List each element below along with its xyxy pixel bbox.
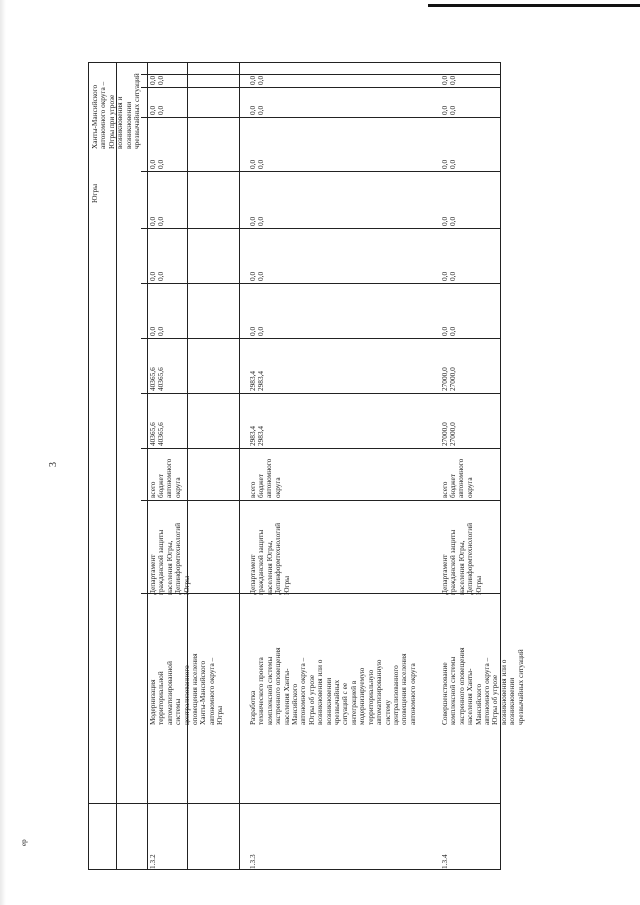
row2-executor: Департамент гражданской защиты населения Югры, Депинформтехнологий Югры — [248, 522, 291, 595]
row3-val-0b: 27000,0 — [448, 422, 457, 446]
row0-name: Ханты-Мансийского автономного округа – Югры при угрозе возникновения и возникновении чрезвычайных ситуаций — [90, 73, 142, 149]
row2-source-budget: бюджет автономного округа — [256, 458, 282, 498]
row2-val-0a: 2983,4 — [248, 425, 257, 446]
row2-source-total: всего — [248, 481, 257, 498]
row-divider — [141, 338, 501, 339]
row1-val-4a: 0,0 — [148, 216, 157, 226]
row3-val-7b: 0,0 — [448, 75, 457, 85]
row3-val-6a: 0,0 — [440, 105, 449, 115]
row1-val-5b: 0,0 — [156, 159, 165, 169]
row1-val-0a: 40365,6 — [148, 422, 157, 446]
row-divider — [141, 74, 501, 75]
scan-edge — [0, 0, 6, 905]
row2-val-1b: 2983,4 — [256, 370, 265, 391]
row1-source-budget: бюджет автономного округа — [156, 458, 182, 498]
row1-val-3b: 0,0 — [156, 271, 165, 281]
row-divider — [89, 803, 501, 804]
row2-val-4b: 0,0 — [256, 216, 265, 226]
row1-val-5a: 0,0 — [148, 159, 157, 169]
row1-source-total: всего — [148, 481, 157, 498]
row2-val-3b: 0,0 — [256, 271, 265, 281]
row3-val-2a: 0,0 — [440, 326, 449, 336]
row1-id: 1.3.2 — [148, 854, 157, 869]
row3-val-5b: 0,0 — [448, 159, 457, 169]
row1-executor: Департамент гражданской защиты населения Югры, Депинформтехнологий Югры — [148, 522, 191, 595]
row3-source-total: всего — [440, 481, 449, 498]
row2-val-6b: 0,0 — [256, 105, 265, 115]
row3-source-budget: бюджет автономного округа — [448, 458, 474, 498]
row3-val-1a: 27000,0 — [440, 367, 449, 391]
row1-val-6a: 0,0 — [148, 105, 157, 115]
row3-val-7a: 0,0 — [440, 75, 449, 85]
row0-executor: Югры — [90, 183, 99, 203]
row-divider — [141, 393, 501, 394]
top-rule — [428, 4, 640, 7]
row1-val-1b: 40365,6 — [156, 367, 165, 391]
row-divider — [141, 500, 501, 501]
row-divider — [141, 171, 501, 172]
row1-val-0b: 40365,6 — [156, 422, 165, 446]
row3-id: 1.3.4 — [440, 854, 449, 869]
row3-val-4a: 0,0 — [440, 216, 449, 226]
row-divider — [141, 87, 501, 88]
row-divider — [141, 228, 501, 229]
row3-val-3a: 0,0 — [440, 271, 449, 281]
row3-val-1b: 27000,0 — [448, 367, 457, 391]
row3-val-5a: 0,0 — [440, 159, 449, 169]
row1-val-2a: 0,0 — [148, 326, 157, 336]
row3-name: Совершенствование комплексной системы экстренного оповещения населения Ханты- Мансийского автономного округа – Югры об угрозе возникновения или о возникновении чрезвычайных ситуаций — [440, 647, 525, 725]
row2-val-2b: 0,0 — [256, 326, 265, 336]
row-divider — [141, 117, 501, 118]
row3-val-3b: 0,0 — [448, 271, 457, 281]
row2-name: Разработка технического проекта комплексной системы экстренного оповещения населения Ханты- Мансийского автономного округа – Югры об угрозе возникновения или о возникновении чрезвычайных ситуаций с ее интеграцией в модернизируемую территориальную автоматизированную систему централизованного оповещения населения автономного округа — [248, 647, 417, 725]
row-divider — [141, 448, 501, 449]
row2-val-3a: 0,0 — [248, 271, 257, 281]
row3-val-2b: 0,0 — [448, 326, 457, 336]
col-divider — [239, 63, 240, 869]
row2-val-7a: 0,0 — [248, 75, 257, 85]
row2-val-0b: 2983,4 — [256, 425, 265, 446]
row1-val-6b: 0,0 — [156, 105, 165, 115]
row2-id: 1.3.3 — [248, 854, 257, 869]
col-divider — [147, 63, 148, 869]
row1-val-7b: 0,0 — [156, 75, 165, 85]
page-number: 3 — [48, 462, 59, 467]
row2-val-5a: 0,0 — [248, 159, 257, 169]
col-divider — [116, 63, 117, 869]
row2-val-6a: 0,0 — [248, 105, 257, 115]
corner-mark: ep — [20, 839, 28, 846]
row2-val-7b: 0,0 — [256, 75, 265, 85]
row1-val-2b: 0,0 — [156, 326, 165, 336]
row2-val-1a: 2983,4 — [248, 370, 257, 391]
row3-val-4b: 0,0 — [448, 216, 457, 226]
row1-val-7a: 0,0 — [148, 75, 157, 85]
row3-val-0a: 27000,0 — [440, 422, 449, 446]
row2-val-2a: 0,0 — [248, 326, 257, 336]
row1-val-3a: 0,0 — [148, 271, 157, 281]
row2-val-5b: 0,0 — [256, 159, 265, 169]
row-divider — [141, 283, 501, 284]
row3-val-6b: 0,0 — [448, 105, 457, 115]
row2-val-4a: 0,0 — [248, 216, 257, 226]
col-divider — [187, 63, 188, 869]
row3-executor: Департамент гражданской защиты населения Югры, Депинформтехнологий Югры — [440, 522, 483, 595]
row1-name: Модернизация территориальной автоматизированной системы централизованного оповещения населения Ханты-Мансийского автономного округа – Югры — [148, 653, 225, 725]
row1-val-4b: 0,0 — [156, 216, 165, 226]
budget-table — [88, 62, 525, 870]
row1-val-1a: 40365,6 — [148, 367, 157, 391]
